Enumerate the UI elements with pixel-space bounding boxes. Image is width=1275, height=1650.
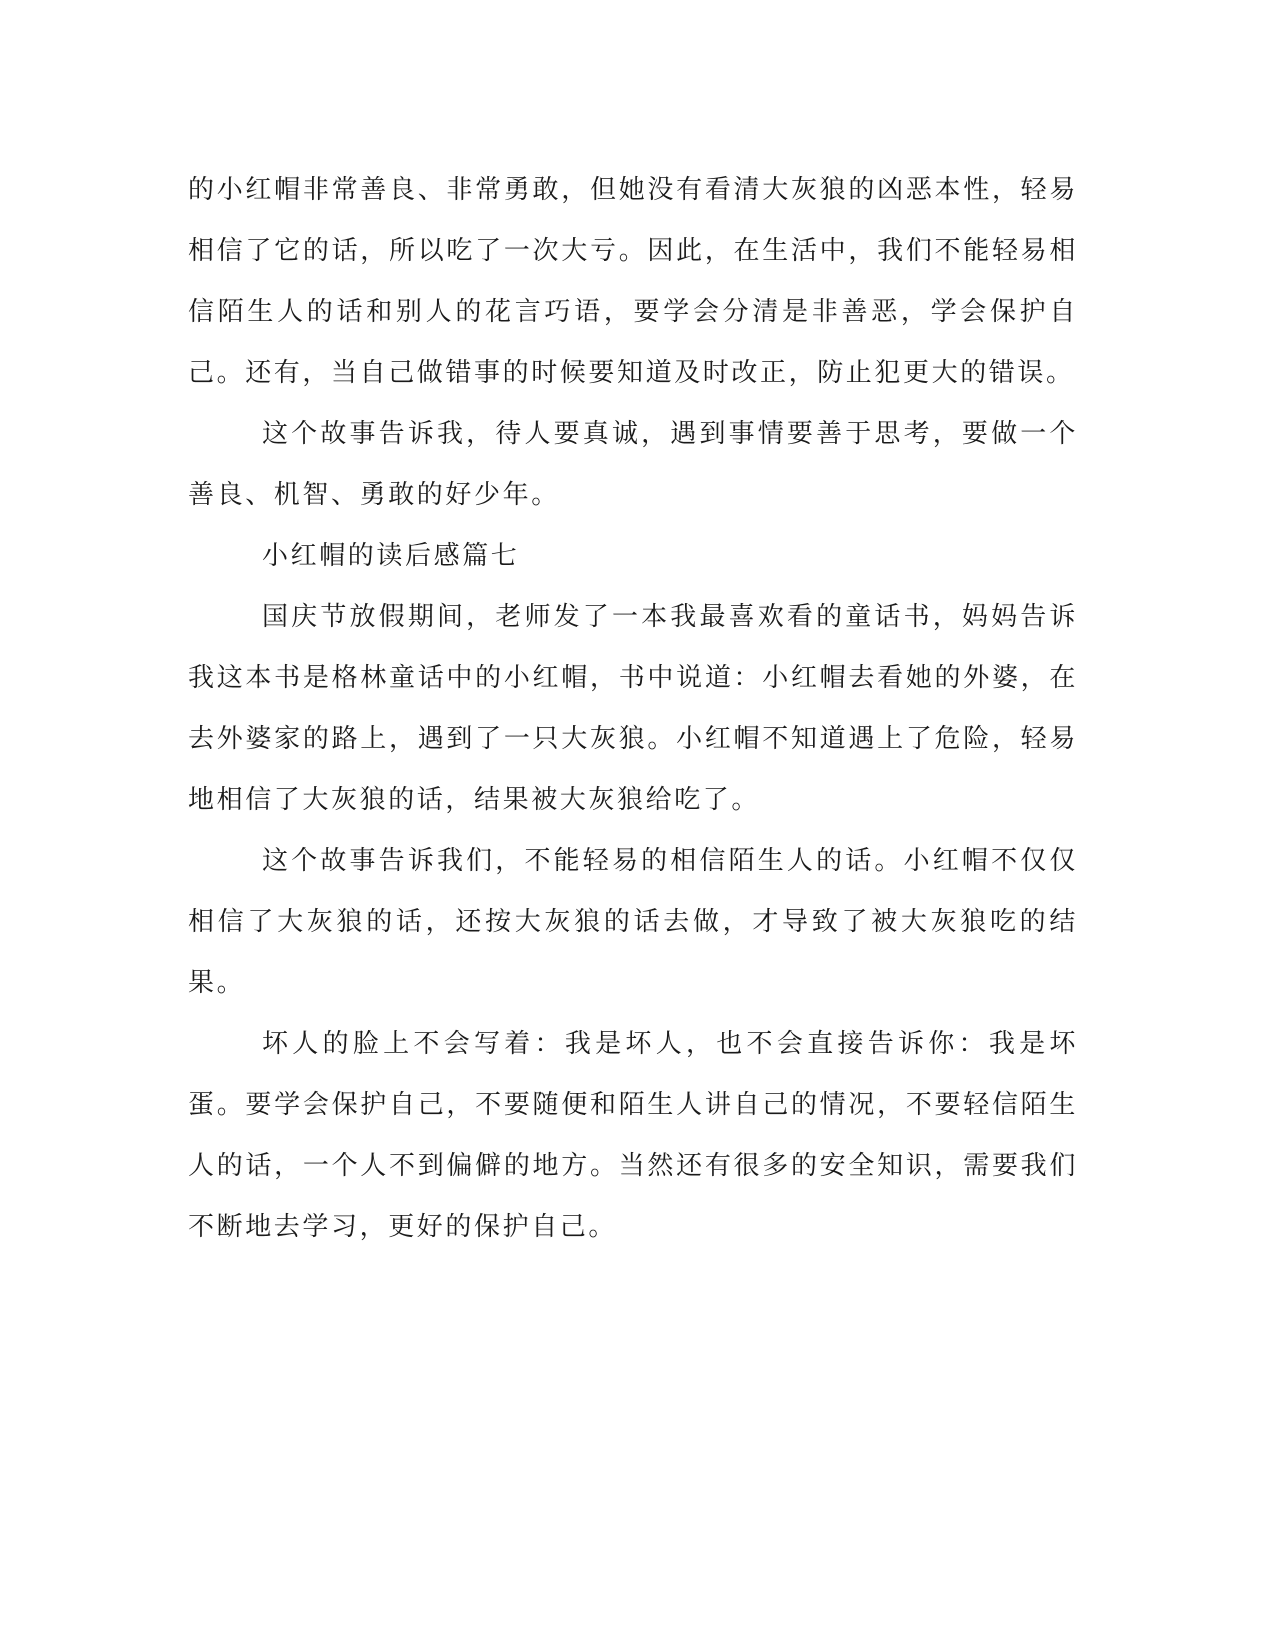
paragraph-safety-advice: 坏人的脸上不会写着：我是坏人，也不会直接告诉你：我是坏蛋。要学会保护自己，不要随便和陌生人讲自己的情况，不要轻信陌生人的话，一个人不到偏僻的地方。当然还有很多的安全知识，需要我们不断地去学习，更好的保护自己。 — [188, 1029, 1078, 1242]
paragraph-story-lesson: 这个故事告诉我们，不能轻易的相信陌生人的话。小红帽不仅仅相信了大灰狼的话，还按大灰狼的话去做，才导致了被大灰狼吃的结果。 — [188, 846, 1078, 998]
paragraph-continued-conclusion: 的小红帽非常善良、非常勇敢，但她没有看清大灰狼的凶恶本性，轻易相信了它的话，所以吃了一次大亏。因此，在生活中，我们不能轻易相信陌生人的话和别人的花言巧语，要学会分清是非善恶，学会保护自己。还有，当自己做错事的时候要知道及时改正，防止犯更大的错误。 — [188, 175, 1078, 388]
section-heading: 小红帽的读后感篇七 — [262, 541, 520, 571]
paragraph-moral-summary: 这个故事告诉我，待人要真诚，遇到事情要善于思考，要做一个善良、机智、勇敢的好少年。 — [188, 419, 1078, 510]
document-body — [188, 160, 1078, 1258]
paragraph-story-intro: 国庆节放假期间，老师发了一本我最喜欢看的童话书，妈妈告诉我这本书是格林童话中的小红帽，书中说道：小红帽去看她的外婆，在去外婆家的路上，遇到了一只大灰狼。小红帽不知道遇上了危险，轻易地相信了大灰狼的话，结果被大灰狼给吃了。 — [188, 602, 1078, 815]
